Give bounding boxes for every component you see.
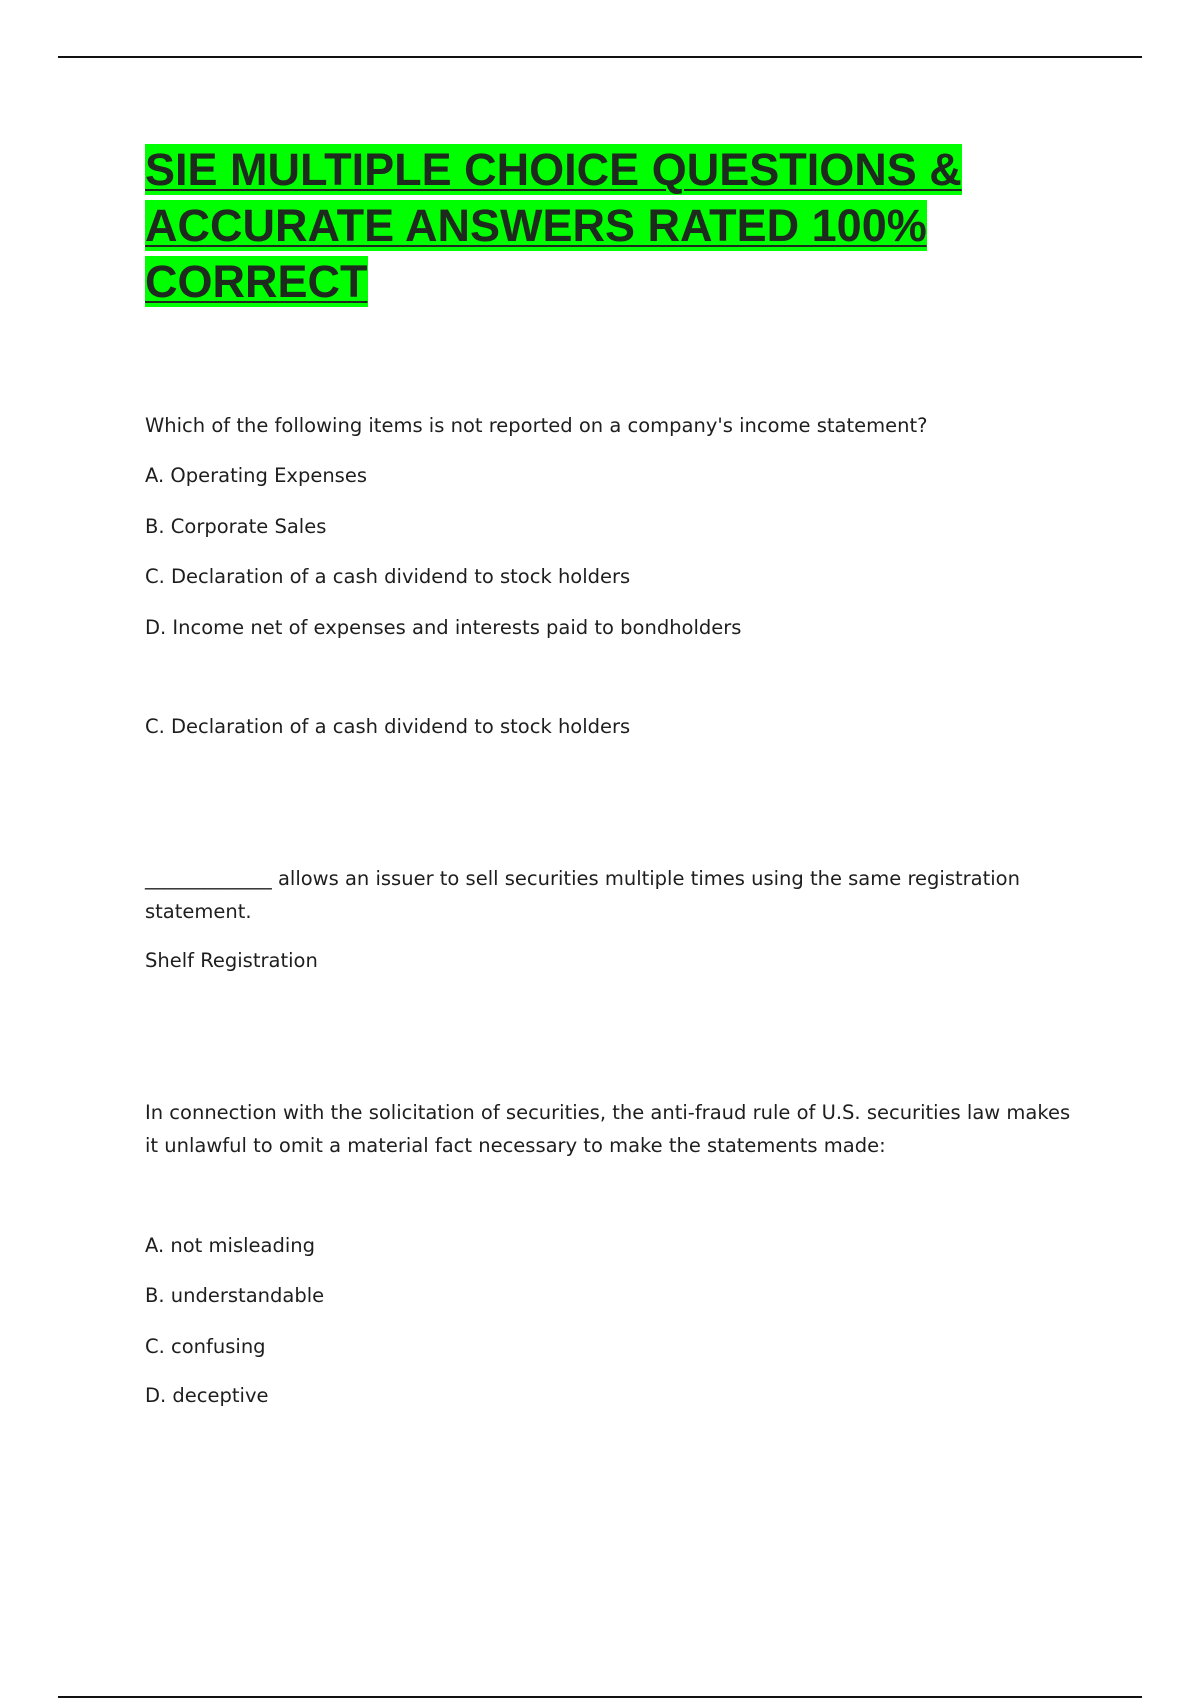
question-1-option-b: B. Corporate Sales xyxy=(145,515,327,538)
question-1-option-a: A. Operating Expenses xyxy=(145,464,367,487)
top-rule xyxy=(58,56,1142,58)
document-title xyxy=(145,142,1085,310)
question-1-option-c: C. Declaration of a cash dividend to stock holders xyxy=(145,565,631,588)
question-3-option-a: A. not misleading xyxy=(145,1234,315,1257)
question-3-prompt: In connection with the solicitation of securities, the anti-fraud rule of U.S. securities law makes it unlawful to omit a material fact necessary to make the statements made: xyxy=(145,1101,1071,1157)
question-1-prompt: Which of the following items is not reported on a company's income statement? xyxy=(145,414,928,437)
question-2-prompt: _____________ allows an issuer to sell securities multiple times using the same registration statement. xyxy=(145,867,1020,923)
question-1-answer: C. Declaration of a cash dividend to stock holders xyxy=(145,715,631,738)
question-3-option-d: D. deceptive xyxy=(145,1384,269,1407)
question-3-option-b: B. understandable xyxy=(145,1284,325,1307)
question-1-option-d: D. Income net of expenses and interests paid to bondholders xyxy=(145,616,742,639)
question-3-option-c: C. confusing xyxy=(145,1335,266,1358)
bottom-rule xyxy=(58,1696,1142,1698)
question-2-answer: Shelf Registration xyxy=(145,949,318,972)
title-highlight: SIE MULTIPLE CHOICE QUESTIONS & ACCURATE ANSWERS RATED 100% CORRECT xyxy=(145,144,962,307)
